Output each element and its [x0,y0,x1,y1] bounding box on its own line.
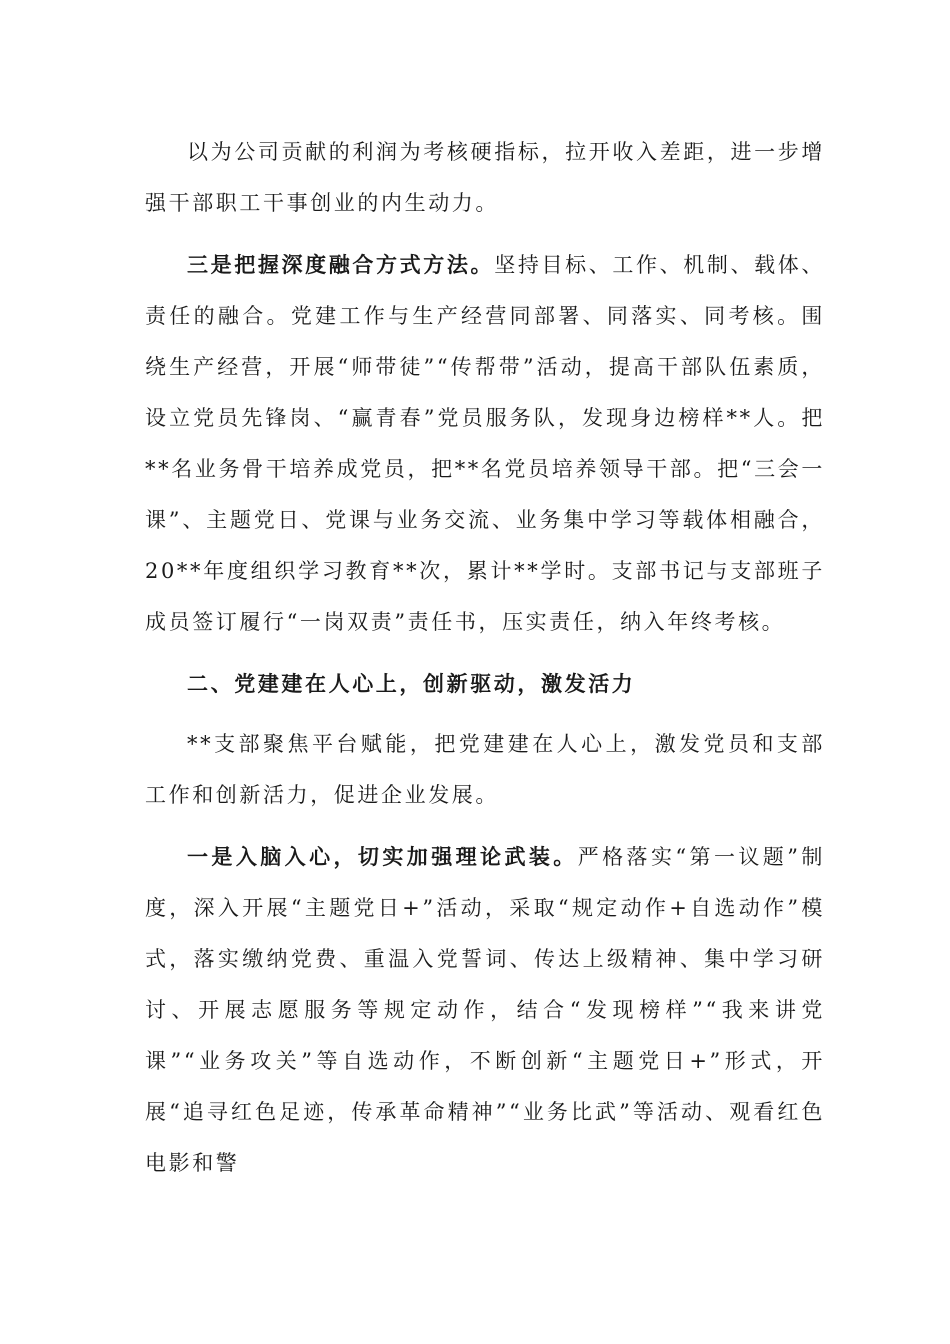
paragraph-3-text: **支部聚焦平台赋能，把党建建在人心上，激发党员和支部工作和创新活力，促进企业发展。 [145,732,825,807]
document-body [145,127,825,1199]
paragraph-4-lead: 一是入脑入心，切实加强理论武装。 [187,844,578,869]
paragraph-2-body: 坚持目标、工作、机制、载体、责任的融合。党建工作与生产经营同部署、同落实、同考核。围绕生产经营，开展“师带徒”“传帮带”活动，提高干部队伍素质，设立党员先锋岗、“赢青春”党员服务队，发现身边榜样**人。把**名业务骨干培养成党员，把**名党员培养领导干部。把“三会一课”、主题党日、党课与业务交流、业务集中学习等载体相融合，20**年度组织学习教育**次，累计**学时。支部书记与支部班子成员签订履行“一岗双责”责任书，压实责任，纳入年终考核。 [145,253,825,634]
section-heading-2-text: 二、党建建在人心上，创新驱动，激发活力 [187,671,636,696]
paragraph-1 [145,127,825,229]
section-heading-2 [145,658,825,709]
paragraph-4 [145,831,825,1189]
paragraph-2-lead: 三是把握深度融合方式方法。 [187,252,495,277]
paragraph-2 [145,239,825,648]
paragraph-3 [145,719,825,821]
paragraph-4-body: 严格落实“第一议题”制度，深入开展“主题党日+”活动，采取“规定动作+自选动作”模式，落实缴纳党费、重温入党誓词、传达上级精神、集中学习研讨、开展志愿服务等规定动作，结合“发现榜样”“我来讲党课”“业务攻关”等自选动作，不断创新“主题党日+”形式，开展“追寻红色足迹，传承革命精神”“业务比武”等活动、观看红色电影和警 [145,845,825,1175]
paragraph-1-text: 以为公司贡献的利润为考核硬指标，拉开收入差距，进一步增强干部职工干事创业的内生动力。 [145,140,825,215]
